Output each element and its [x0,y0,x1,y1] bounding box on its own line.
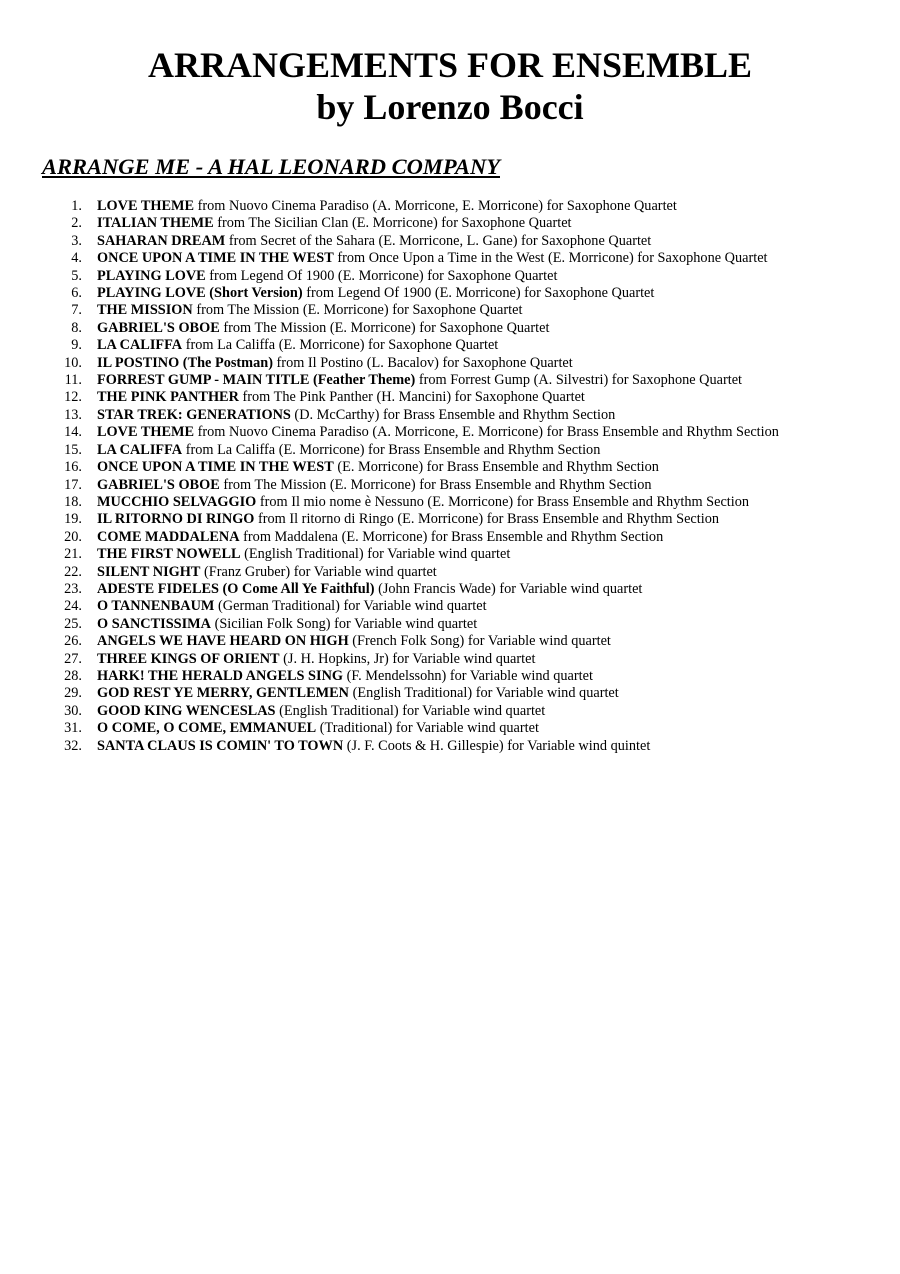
work-title: ITALIAN THEME [97,215,214,232]
work-item [0,355,900,372]
work-details: from Il mio nome è Nessuno (E. Morricone) for Brass Ensemble and Rhythm Section [256,493,750,510]
work-number: 7. [71,302,82,319]
work-details: from La Califfa (E. Morricone) for Saxophone Quartet [182,337,499,354]
work-item [0,685,900,702]
work-title: PLAYING LOVE (Short Version) [97,285,303,302]
work-details: (Sicilian Folk Song) for Variable wind quartet [211,615,478,632]
work-item [0,477,900,494]
work-number: 17. [64,476,82,493]
work-number: 3. [71,232,82,249]
work-title: SANTA CLAUS IS COMIN' TO TOWN [97,737,344,754]
work-number: 5. [71,267,82,284]
work-details: from Forrest Gump (A. Silvestri) for Saxophone Quartet [415,372,743,389]
work-details: (John Francis Wade) for Variable wind quartet [374,580,643,597]
work-number: 25. [64,615,82,632]
work-item [0,233,900,250]
work-number: 13. [64,406,82,423]
work-number: 30. [64,702,82,719]
work-title: GOD REST YE MERRY, GENTLEMEN [97,685,349,702]
work-number: 15. [64,441,82,458]
work-details: from The Pink Panther (H. Mancini) for Saxophone Quartet [238,389,585,406]
work-item [0,529,900,546]
work-number: 28. [64,667,82,684]
section-heading: ARRANGE ME - A HAL LEONARD COMPANY [42,154,500,179]
work-item [0,215,900,232]
work-title: STAR TREK: GENERATIONS [97,406,291,423]
work-number: 6. [71,285,82,302]
work-number: 27. [64,650,82,667]
work-details: from Il ritorno di Ringo (E. Morricone) for Brass Ensemble and Rhythm Section [254,511,720,528]
work-number: 14. [64,424,82,441]
work-title: HARK! THE HERALD ANGELS SING [97,667,344,684]
work-title: LA CALIFFA [97,337,183,354]
work-details: from The Sicilian Clan (E. Morricone) for Saxophone Quartet [213,215,572,232]
work-details: from Nuovo Cinema Paradiso (A. Morricone, E. Morricone) for Brass Ensemble and Rhythm Section [194,424,779,441]
work-item [0,337,900,354]
work-details: from Legend Of 1900 (E. Morricone) for Saxophone Quartet [302,285,655,302]
work-item [0,581,900,598]
work-item [0,459,900,476]
work-details: (English Traditional) for Variable wind quartet [349,685,619,702]
work-title: COME MADDALENA [97,528,240,545]
work-title: THE FIRST NOWELL [97,546,241,563]
work-item [0,250,900,267]
work-title: SAHARAN DREAM [97,232,226,249]
work-title: FORREST GUMP - MAIN TITLE (Feather Theme) [97,372,416,389]
work-item [0,268,900,285]
work-details: from Once Upon a Time in the West (E. Morricone) for Saxophone Quartet [333,250,768,267]
work-title: GABRIEL'S OBOE [97,476,220,493]
work-title: LOVE THEME [97,424,195,441]
work-number: 29. [64,685,82,702]
work-title: ADESTE FIDELES (O Come All Ye Faithful) [97,580,375,597]
work-title: THE MISSION [97,302,193,319]
work-number: 26. [64,633,82,650]
work-item [0,494,900,511]
work-item [0,616,900,633]
work-number: 8. [71,319,82,336]
work-number: 24. [64,598,82,615]
page-subtitle-author: by Lorenzo Bocci [316,87,584,127]
work-item [0,703,900,720]
work-number: 1. [71,198,82,214]
work-details: (English Traditional) for Variable wind quartet [275,702,546,719]
work-item [0,424,900,441]
work-title: IL RITORNO DI RINGO [97,511,255,528]
work-details: (D. McCarthy) for Brass Ensemble and Rhythm Section [290,406,616,423]
work-title: THREE KINGS OF ORIENT [97,650,280,667]
work-number: 19. [64,511,82,528]
work-item [0,302,900,319]
work-item [0,320,900,337]
work-details: (J. H. Hopkins, Jr) for Variable wind quartet [279,650,536,667]
work-details: (Traditional) for Variable wind quartet [316,720,539,737]
work-number: 11. [64,372,82,389]
work-item [0,598,900,615]
work-title: GABRIEL'S OBOE [97,319,220,336]
work-item [0,407,900,424]
work-number: 31. [64,720,82,737]
work-title: O TANNENBAUM [97,598,215,615]
work-number: 4. [71,250,82,267]
work-item [0,389,900,406]
work-title: ANGELS WE HAVE HEARD ON HIGH [97,633,349,650]
work-title: LOVE THEME [97,198,195,214]
work-item [0,668,900,685]
work-item [0,198,900,215]
work-item [0,564,900,581]
work-details: from Maddalena (E. Morricone) for Brass Ensemble and Rhythm Section [239,528,664,545]
work-details: (Franz Gruber) for Variable wind quartet [200,563,437,580]
work-number: 2. [71,215,82,232]
work-number: 21. [64,546,82,563]
work-details: (French Folk Song) for Variable wind quartet [348,633,611,650]
work-item [0,720,900,737]
work-item [0,511,900,528]
work-title: O COME, O COME, EMMANUEL [97,720,317,737]
work-details: from The Mission (E. Morricone) for Saxophone Quartet [219,319,550,336]
work-details: from Secret of the Sahara (E. Morricone, L. Gane) for Saxophone Quartet [225,232,652,249]
work-title: O SANCTISSIMA [97,615,212,632]
work-item [0,372,900,389]
work-item [0,738,900,755]
work-title: LA CALIFFA [97,441,183,458]
work-item [0,285,900,302]
work-number: 12. [64,389,82,406]
work-number: 16. [64,459,82,476]
work-number: 20. [64,528,82,545]
work-details: from Il Postino (L. Bacalov) for Saxophone Quartet [272,354,573,371]
work-details: (E. Morricone) for Brass Ensemble and Rhythm Section [333,459,659,476]
work-details: from The Mission (E. Morricone) for Brass Ensemble and Rhythm Section [219,476,652,493]
work-item [0,546,900,563]
work-item [0,651,900,668]
page-title: ARRANGEMENTS FOR ENSEMBLE [147,45,753,85]
work-details: (F. Mendelssohn) for Variable wind quartet [343,667,593,684]
work-title: THE PINK PANTHER [97,389,239,406]
work-item [0,633,900,650]
work-title: MUCCHIO SELVAGGIO [97,493,257,510]
work-number: 18. [64,493,82,510]
work-number: 9. [71,337,82,354]
work-details: from The Mission (E. Morricone) for Saxophone Quartet [192,302,523,319]
work-details: from La Califfa (E. Morricone) for Brass Ensemble and Rhythm Section [182,441,601,458]
work-item [0,442,900,459]
work-number: 23. [64,580,82,597]
work-title: IL POSTINO (The Postman) [97,354,273,371]
work-title: GOOD KING WENCESLAS [97,702,276,719]
work-number: 22. [64,563,82,580]
works-list [0,198,900,755]
work-title: ONCE UPON A TIME IN THE WEST [97,250,334,267]
work-number: 32. [64,737,82,754]
work-details: (English Traditional) for Variable wind quartet [240,546,511,563]
work-details: (J. F. Coots & H. Gillespie) for Variable wind quintet [343,737,651,754]
work-title: SILENT NIGHT [97,563,201,580]
work-title: ONCE UPON A TIME IN THE WEST [97,459,334,476]
work-details: (German Traditional) for Variable wind quartet [214,598,487,615]
work-title: PLAYING LOVE [97,267,206,284]
work-number: 10. [64,354,82,371]
work-details: from Nuovo Cinema Paradiso (A. Morricone, E. Morricone) for Saxophone Quartet [194,198,677,214]
work-details: from Legend Of 1900 (E. Morricone) for Saxophone Quartet [205,267,558,284]
